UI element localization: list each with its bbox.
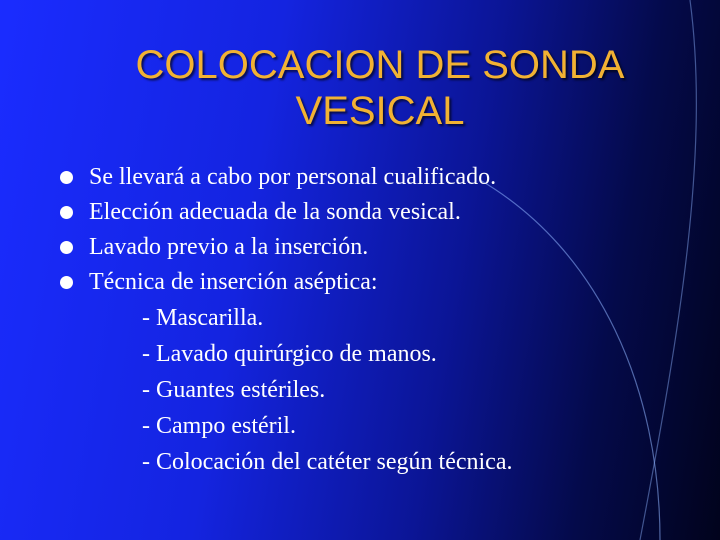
slide-title (70, 42, 690, 134)
bullet-text: Elección adecuada de la sonda vesical. (89, 199, 461, 225)
sub-item-lavado-quirurgico: - Lavado quirúrgico de manos. (142, 341, 437, 367)
slide-body (60, 160, 680, 480)
bullet-item (60, 265, 680, 300)
bullet-item (60, 195, 680, 230)
bullet-text: Se llevará a cabo por personal cualificado. (89, 164, 497, 190)
bullet-dot-icon (60, 241, 73, 254)
sub-item-mascarilla: - Mascarilla. (142, 305, 264, 331)
bullet-text: Técnica de inserción aséptica: (89, 269, 378, 295)
bullet-item (60, 230, 680, 265)
bullet-text: Lavado previo a la inserción. (89, 234, 369, 260)
bullet-dot-icon (60, 206, 73, 219)
bullet-item (60, 160, 680, 195)
sub-item-campo: - Campo estéril. (142, 413, 296, 439)
sub-item-colocacion: - Colocación del catéter según técnica. (142, 449, 513, 475)
slide-title-line-1: COLOCACION DE SONDA (135, 43, 625, 87)
sub-item-guantes: - Guantes estériles. (142, 377, 326, 403)
bullet-dot-icon (60, 171, 73, 184)
slide-title-line-2: VESICAL (295, 89, 465, 133)
bullet-dot-icon (60, 276, 73, 289)
